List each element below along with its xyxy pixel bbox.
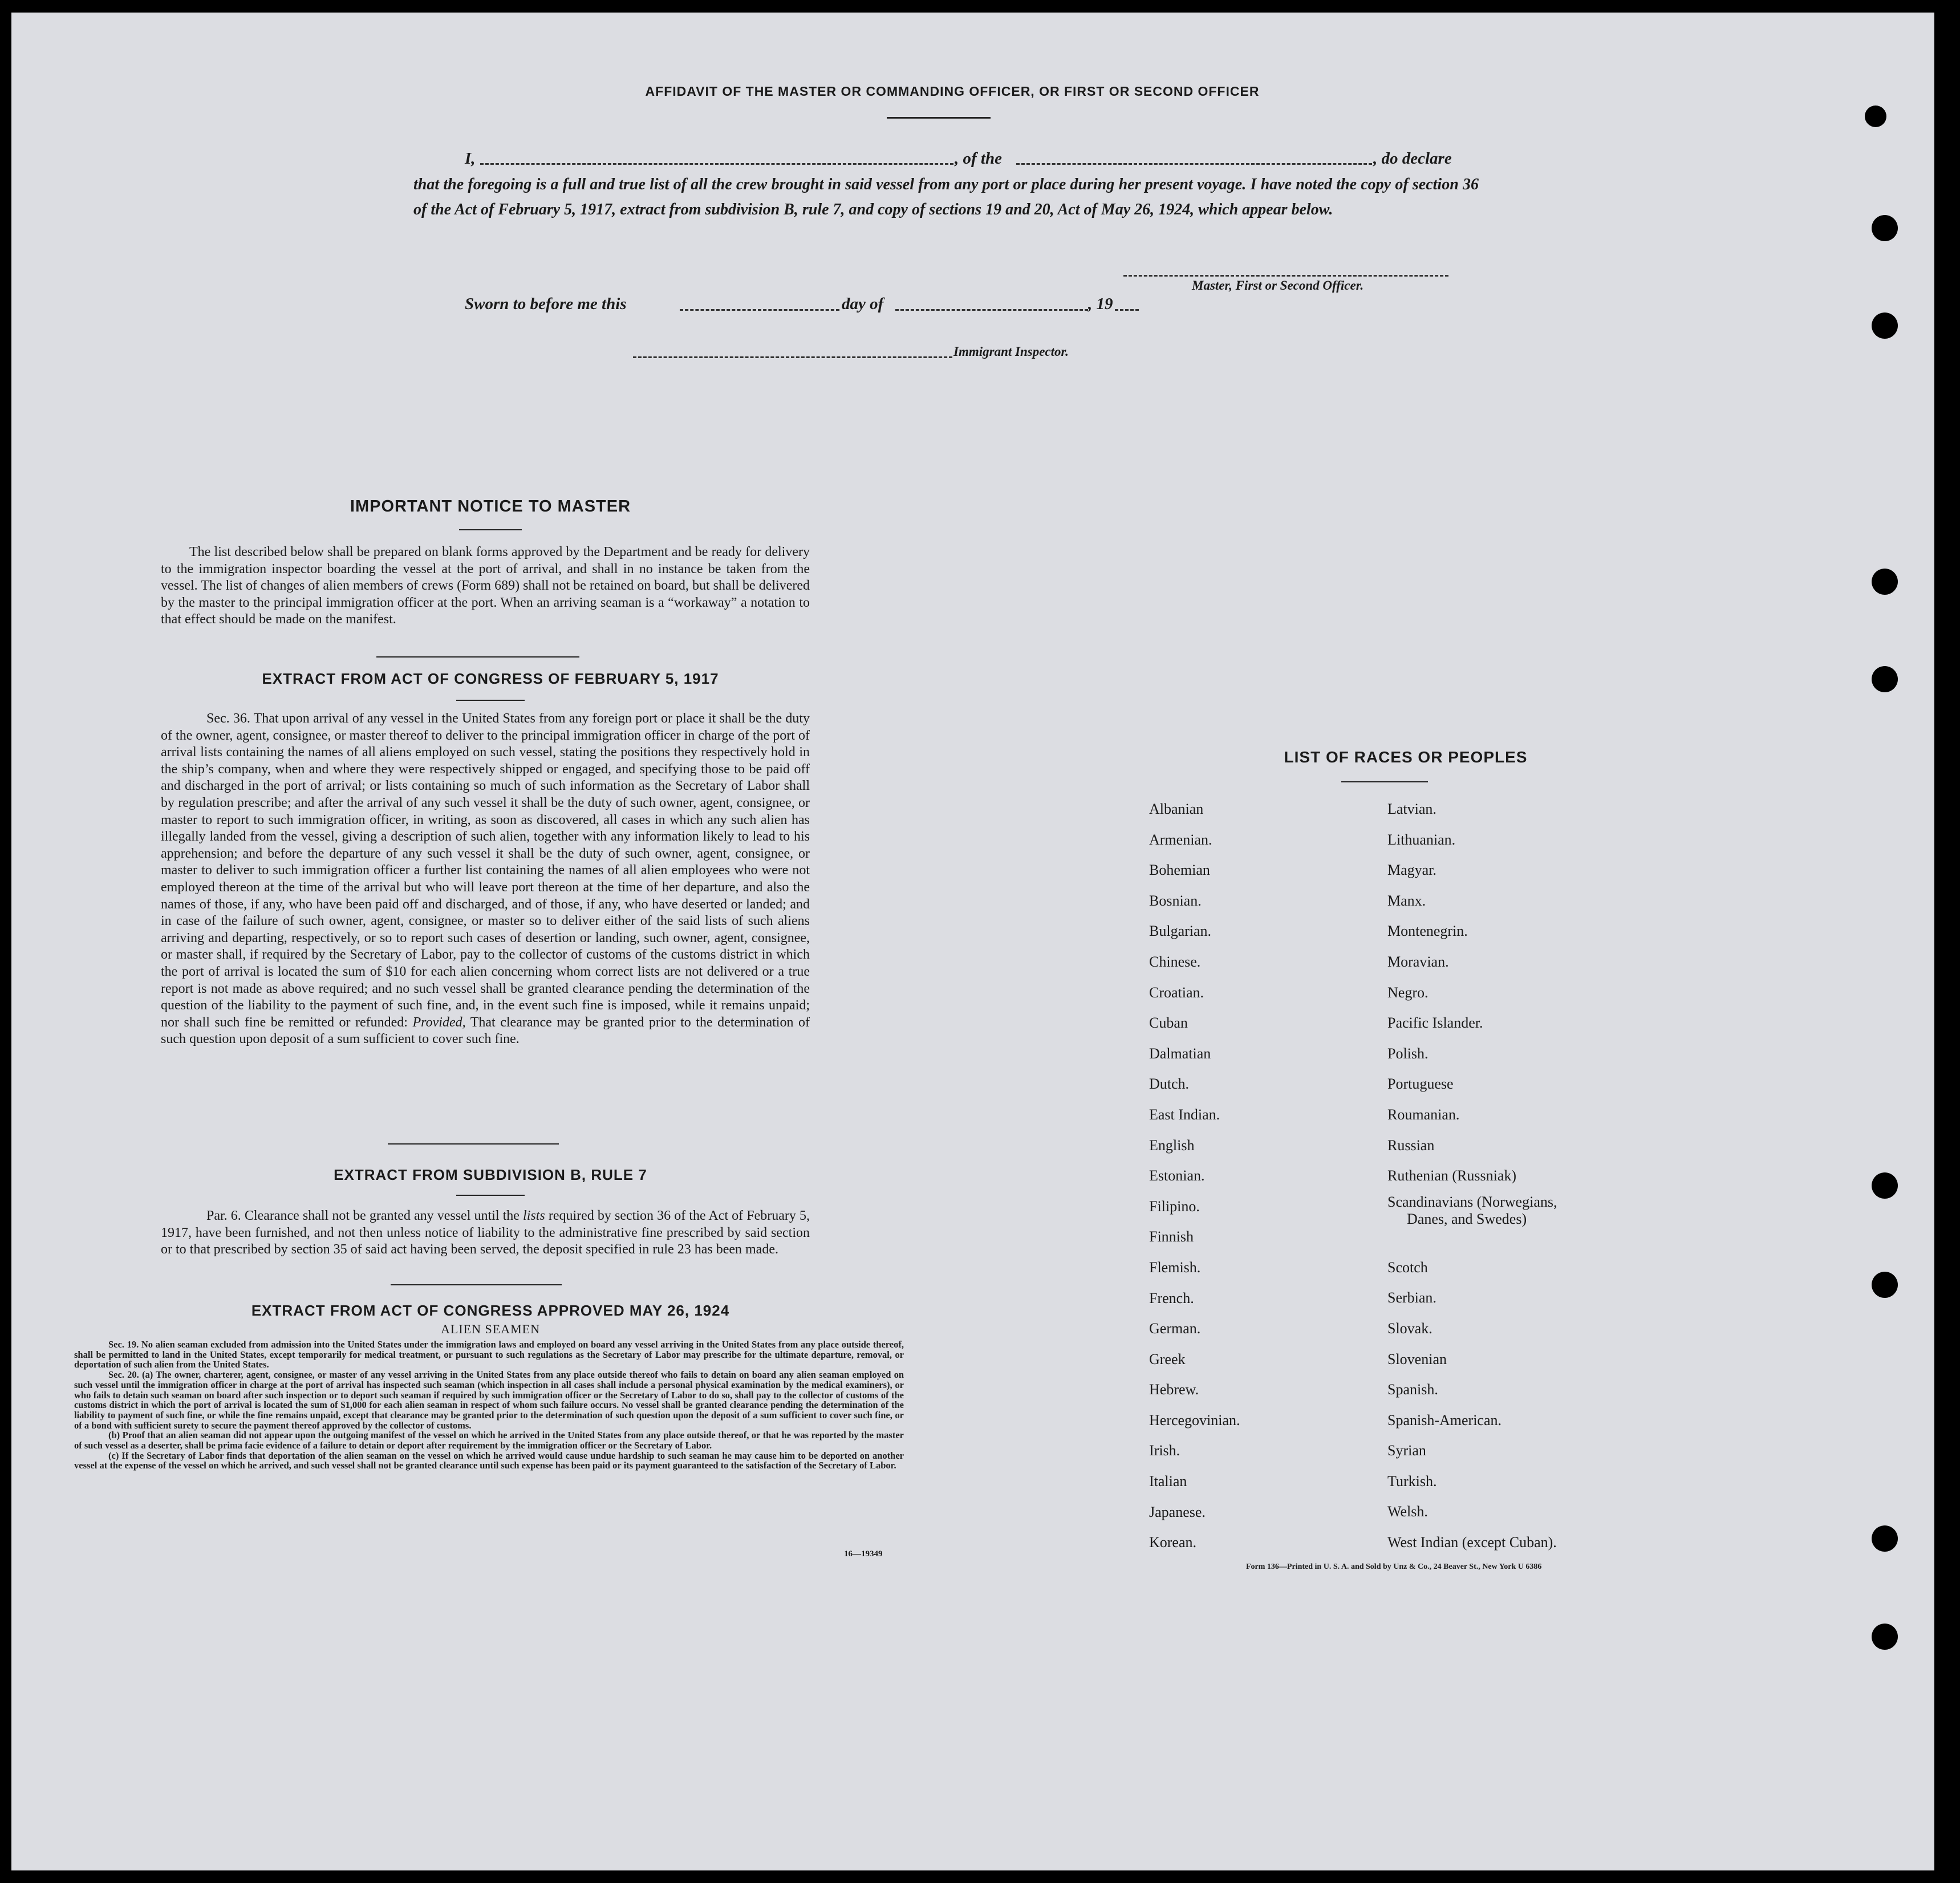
race-item: Cuban	[1149, 1014, 1188, 1032]
race-item: Polish.	[1387, 1045, 1429, 1062]
alien-seamen-subheading: ALIEN SEAMEN	[441, 1322, 540, 1336]
do-declare-label: , do declare	[1373, 149, 1452, 168]
race-item: English	[1149, 1137, 1195, 1154]
race-item: Hercegovinian.	[1149, 1411, 1240, 1429]
section-36-text	[161, 711, 810, 1048]
races-heading-rule	[1341, 781, 1428, 782]
punch-hole	[1872, 215, 1898, 241]
officer-signature-field[interactable]	[1123, 275, 1448, 277]
notice-divider	[376, 656, 579, 658]
race-item: Hebrew.	[1149, 1381, 1199, 1398]
section-36-body: That upon arrival of any vessel in the United States from any foreign port or place it shall be the duty of the owner, agent, consignee, or master thereof to deliver to the principal immigration officer in charge of the port of arrival lists containing the names of all aliens employed on such vessel, stating the positions they respectively hold in the ship’s company, when and where they were respectively shipped or engaged, and specifying those to be paid off and discharged in the port of arrival; or lists containing so much of such information as the Secretary of Labor shall by regulation prescribe; and after the arrival of any such vessel it shall be the duty of such owner, agent, consignee, or master to report to such immigration officer, in writing, as soon as discovered, all cases in which any such alien has illegally landed from the vessel, giving a description of such alien, together with any information likely to lead to his apprehension; and before the departure of any such vessel it shall be the duty of such owner, agent, consignee, or master to deliver to such immigration officer a further list containing the names of all alien employees who were not employed thereon at the time of the arrival but who will leave port thereon at the time of her departure, and also the names of those, if any, who have been paid off and discharged, and of those, if any, who have deserted or landed; and in case of the failure of such owner, agent, consignee, or master so to deliver either of the said lists of such aliens arriving and departing, respectively, or so to report such cases of desertion or landing, such owner, agent, consignee, or master shall, if required by the Secretary of Labor, pay to the collector of customs of the customs district in which the port of arrival is located the sum of $10 for each alien concerning whom correct lists are not delivered or a true report is not made as above required; and no such vessel shall be granted clearance pending the determination of the question of the liability to the payment of such fine, and, in the event such fine is imposed, while it remains unpaid; nor shall such fine be remitted or refunded:	[161, 711, 810, 1030]
sworn-year-field[interactable]	[1115, 309, 1139, 311]
notice-heading-rule	[459, 529, 522, 530]
race-item: Lithuanian.	[1387, 831, 1456, 848]
notice-body: The list described below shall be prepared on blank forms approved by the Department and be ready for delivery to the immigration inspector boarding the vessel at the port of arrival, and shall in no instance be taken from the vessel. The list of changes of alien members of crews (Form 689) shall not be retained on board, but shall be delivered by the master to the principal immigration officer at the port. When an arriving seaman is a “workaway” a notation to that effect should be made on the manifest.	[161, 545, 810, 627]
notice-heading: IMPORTANT NOTICE TO MASTER	[350, 497, 631, 516]
print-code: 16—19349	[844, 1549, 883, 1559]
race-item: Bohemian	[1149, 862, 1210, 879]
sworn-month-field[interactable]	[895, 309, 1088, 311]
race-item: French.	[1149, 1289, 1194, 1306]
race-item: Flemish.	[1149, 1259, 1201, 1276]
vessel-name-field[interactable]	[1016, 163, 1372, 165]
of-the-label: , of the	[955, 149, 1002, 168]
race-item: Slovak.	[1387, 1320, 1433, 1337]
sworn-label: Sworn to before me this	[465, 295, 627, 313]
race-item: Spanish.	[1387, 1381, 1438, 1398]
race-item: Ruthenian (Russniak)	[1387, 1167, 1517, 1184]
sections-19-20	[74, 1340, 904, 1471]
race-item: Montenegrin.	[1387, 923, 1468, 940]
race-item: Bosnian.	[1149, 892, 1202, 909]
race-item: Portuguese	[1387, 1076, 1454, 1093]
printer-imprint: Form 136—Printed in U. S. A. and Sold by Unz & Co., 24 Beaver St., New York U 6386	[1246, 1563, 1542, 1571]
extract-1917-heading: EXTRACT FROM ACT OF CONGRESS OF FEBRUARY 5, 1917	[262, 670, 719, 687]
extract-1917-heading-rule	[456, 700, 525, 701]
inspector-signature-field[interactable]	[633, 356, 952, 358]
inspector-label: Immigrant Inspector.	[953, 344, 1069, 359]
race-item: Magyar.	[1387, 862, 1436, 879]
punch-hole	[1865, 105, 1886, 127]
section-36-body-end: That clearance may be granted prior to the determination of such question upon deposit of a sum sufficient to cover such fine.	[161, 1014, 810, 1047]
race-item: East Indian.	[1149, 1106, 1220, 1123]
section-20b-text: (b) Proof that an alien seaman did not appear upon the outgoing manifest of the vessel on which he arrived in the United States from any place outside thereof, or that he was reported by the master of such vessel as a deserter, shall be prima facie evidence of a failure to detain or deport after requirement by the immigration officer or the Secretary of Labor.	[74, 1430, 904, 1451]
extract-1917-divider	[388, 1143, 559, 1145]
race-item: Latvian.	[1387, 801, 1436, 817]
officer-signature-label: Master, First or Second Officer.	[1192, 278, 1364, 293]
paragraph-6-lists: lists	[523, 1208, 545, 1223]
punch-hole	[1872, 569, 1898, 595]
section-36-label: Sec. 36.	[206, 711, 250, 726]
race-item-scandinavians	[1387, 1191, 1557, 1252]
race-item: Syrian	[1387, 1442, 1426, 1459]
race-item: Dutch.	[1149, 1076, 1190, 1093]
punch-hole	[1872, 1172, 1898, 1199]
race-item: Welsh.	[1387, 1503, 1428, 1520]
race-item: Slovenian	[1387, 1350, 1447, 1367]
declarant-name-field[interactable]	[480, 163, 953, 165]
race-item: Korean.	[1149, 1534, 1197, 1551]
punch-hole	[1872, 666, 1898, 692]
race-item: Croatian.	[1149, 984, 1204, 1001]
race-item: Roumanian.	[1387, 1106, 1460, 1123]
race-item: Armenian.	[1149, 831, 1212, 848]
race-item: Spanish-American.	[1387, 1411, 1502, 1429]
race-item-scandinavians-line2: Danes, and Swedes)	[1407, 1210, 1527, 1227]
punch-hole	[1872, 313, 1898, 339]
race-item: Japanese.	[1149, 1503, 1206, 1520]
declaration-i-label: I,	[465, 149, 476, 168]
section-36-provided: Provided,	[412, 1014, 466, 1030]
race-item: Irish.	[1149, 1442, 1180, 1459]
race-item: Dalmatian	[1149, 1045, 1211, 1062]
race-item: Albanian	[1149, 801, 1204, 817]
race-item: Filipino.	[1149, 1198, 1200, 1215]
punch-hole	[1872, 1525, 1898, 1552]
races-column-1	[1149, 794, 1240, 1558]
race-item: Pacific Islander.	[1387, 1014, 1483, 1032]
section-20a-text: Sec. 20. (a) The owner, charterer, agent, consignee, or master of any vessel arriving in the United States from any place outside thereof who fails to detain on board any alien seaman employed on such vessel until the immigration officer in charge at the port of arrival has inspected such seaman (which inspection in all cases shall include a personal physical examination by the medical examiners), or who fails to detain such seaman on board after such inspection or to deport such seaman if required by such immigration officer or the Secretary of Labor to do so, shall pay to the collector of customs of the customs district in which the port of arrival is located the sum of $1,000 for each alien seaman in respect of whom such failure occurs. No vessel shall be granted clearance pending the determination of the liability to payment of such fine, or while the fine remains unpaid, except that clearance may be granted prior to the determination of such question upon the deposit of a sum sufficient to cover such fine, or of a bond with sufficient surety to secure the payment thereof approved by the collector of customs.	[74, 1369, 904, 1431]
form-sheet	[11, 13, 1934, 1870]
paragraph-6-body-b: required by section 36 of the Act of February 5, 1917, have been furnished, and not then unless notice of liability to the administrative fine prescribed by said section or to that prescribed by section 35 of said act having been served, the deposit specified in rule 23 has been made.	[161, 1208, 810, 1257]
sworn-day-field[interactable]	[680, 309, 839, 311]
race-item: Serbian.	[1387, 1289, 1436, 1306]
punch-hole	[1872, 1624, 1898, 1650]
paragraph-6-label: Par. 6.	[206, 1208, 241, 1223]
race-item: Russian	[1387, 1137, 1435, 1154]
race-item: Manx.	[1387, 892, 1426, 909]
race-item: Turkish.	[1387, 1472, 1437, 1490]
subdivision-b-heading-rule	[456, 1195, 525, 1196]
section-20c-text: (c) If the Secretary of Labor finds that deportation of the alien seaman on the vessel on which he arrived would cause undue hardship to such seaman he may cause him to be deported on another vessel at the expense of the vessel on which he arrived, and such vessel shall not be granted clearance until such expense has been paid or its payment guaranteed to the satisfaction of the Secretary of Labor.	[74, 1450, 904, 1471]
paragraph-6-body-a: Clearance shall not be granted any vessel until the	[244, 1208, 520, 1223]
affidavit-title-rule	[887, 117, 991, 119]
race-item: Greek	[1149, 1350, 1186, 1367]
section-19-text: Sec. 19. No alien seaman excluded from admission into the United States under the immigration laws and employed on board any vessel arriving in the United States from any place outside thereof, shall be permitted to land in the United States, except temporarily for medical treatment, or pursuant to such regulations as the Secretary of Labor may prescribe for the ultimate departure, removal, or deportation of such alien from the United States.	[74, 1339, 904, 1370]
subdivision-b-heading: EXTRACT FROM SUBDIVISION B, RULE 7	[334, 1166, 647, 1183]
race-item: Negro.	[1387, 984, 1429, 1001]
race-item: Scotch	[1387, 1259, 1428, 1276]
race-item-scandinavians-line1: Scandinavians (Norwegians,	[1387, 1193, 1557, 1210]
race-item: German.	[1149, 1320, 1201, 1337]
extract-1924-heading: EXTRACT FROM ACT OF CONGRESS APPROVED MAY 26, 1924	[251, 1302, 730, 1319]
punch-hole	[1872, 1272, 1898, 1298]
day-of-label: day of	[842, 295, 884, 313]
paragraph-6-text	[161, 1208, 810, 1259]
year-label: , 19	[1088, 295, 1113, 313]
race-item: Moravian.	[1387, 953, 1449, 970]
race-item: Chinese.	[1149, 953, 1201, 970]
declaration-body: that the foregoing is a full and true list of all the crew brought in said vessel from any port or place during her present voyage. I have noted the copy of section 36 of the Act of February 5, 1917, extract from subdivision B, rule 7, and copy of sections 19 and 20, Act of May 26, 1924, which appear below.	[413, 176, 1479, 218]
race-item: Finnish	[1149, 1228, 1194, 1245]
race-item: Italian	[1149, 1473, 1187, 1490]
races-heading: LIST OF RACES OR PEOPLES	[1284, 748, 1528, 766]
race-item: Estonian.	[1149, 1167, 1205, 1184]
race-item: Bulgarian.	[1149, 923, 1212, 940]
races-column-2	[1387, 794, 1557, 1558]
subdivision-b-divider	[391, 1284, 562, 1285]
race-item: West Indian (except Cuban).	[1387, 1534, 1557, 1551]
affidavit-title: AFFIDAVIT OF THE MASTER OR COMMANDING OFFICER, OR FIRST OR SECOND OFFICER	[645, 84, 1260, 99]
